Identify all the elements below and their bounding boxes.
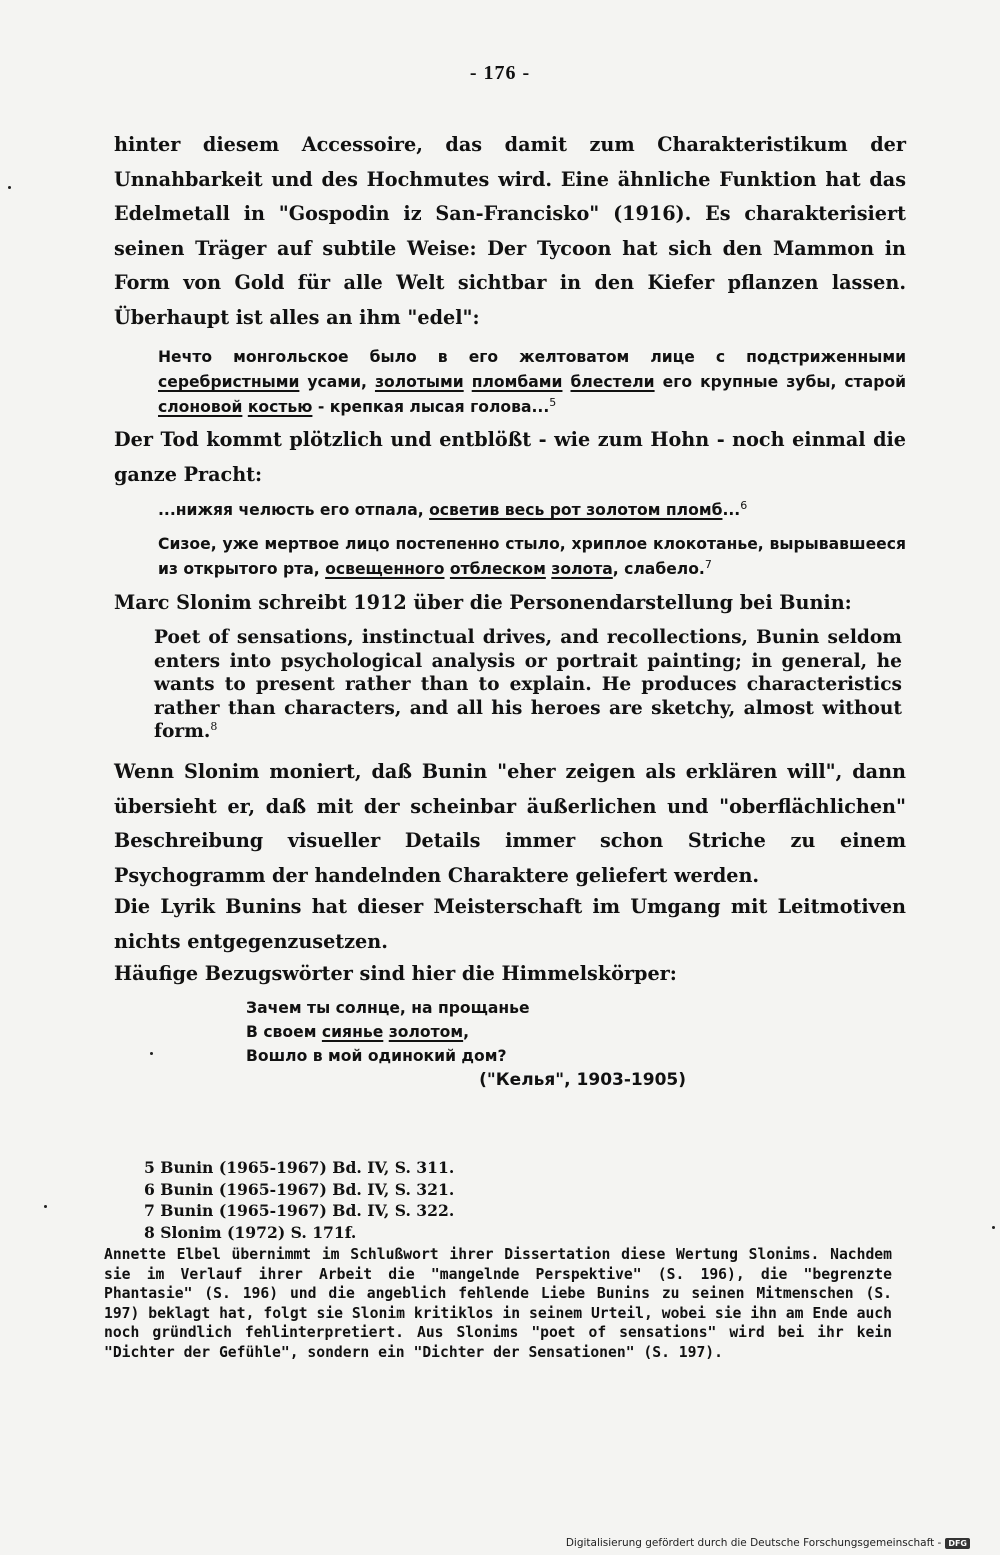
paragraph-4: Wenn Slonim moniert, daß Bunin "eher zeigen als erklären will", dann übersieht er, daß mit der scheinbar äußerlichen und "oberflächlichen" Beschreibung visueller Details immer schon Striche zu einem Psychogramm der handelnden Charaktere geliefert werden.	[114, 760, 906, 887]
footnote-ref-5: 5	[549, 395, 557, 409]
scan-speck	[150, 1052, 153, 1055]
paragraph-1-text: hinter diesem Accessoire, das damit zum Charakteristikum der Unnahbarkeit und des Hochmutes wird. Eine ähnliche Funktion hat das Edelmetall in "Gospodin iz San-Francisko" (1916). Es charakterisiert seinen Träger auf subtile Weise: Der Tycoon hat sich den Mammon in Form von Gold für alle Welt sichtbar in den Kiefer pflanzen lassen. Überhaupt ist alles an ihm "edel":	[114, 133, 906, 329]
quote-russian-3: Сизое, уже мертвое лицо постепенно стыло, хриплое клокотанье, вырывавшееся из открытого рта, освещенного отблеском золота, слабело.$^7$	[158, 535, 906, 578]
poem-line-2: В своем сиянье золотом,	[246, 1023, 470, 1041]
digitization-footer	[566, 1537, 970, 1549]
footnote-8: 8 Slonim (1972) S. 171f.	[144, 1222, 357, 1242]
poem-line-1: Зачем ты солнце, на прощанье	[246, 999, 530, 1017]
poem-source: ("Келья", 1903-1905)	[479, 1070, 686, 1090]
footnote-ref-7: 7	[704, 557, 712, 571]
footnote-ref-8: 8	[210, 719, 218, 733]
quote-russian-1: Нечто монгольское было в его желтоватом лице с подстриженными серебристными усами, золотыми пломбами блестели его крупные зубы, старой слоновой костью - крепкая лысая голова...$^5$	[158, 348, 906, 416]
footnote-5: 5 Bunin (1965-1967) Bd. IV, S. 311.	[144, 1158, 455, 1177]
paragraph-6: Häufige Bezugswörter sind hier die Himmelskörper:	[114, 962, 677, 985]
poem-quote	[246, 996, 686, 1092]
paragraph-5: Die Lyrik Bunins hat dieser Meisterschaft im Umgang mit Leitmotiven nichts entgegenzusetzen.	[114, 895, 906, 953]
paragraph-2: Der Tod kommt plötzlich und entblößt - wie zum Hohn - noch einmal die ganze Pracht:	[114, 428, 906, 486]
scan-speck	[992, 1226, 995, 1229]
dfg-logo-icon: DFG	[945, 1538, 970, 1549]
footnote-7: 7 Bunin (1965-1967) Bd. IV, S. 322.	[144, 1201, 455, 1220]
paragraph-3: Marc Slonim schreibt 1912 über die Personendarstellung bei Bunin:	[114, 591, 852, 614]
quote-russian-2: ...нижяя челюсть его отпала, осветив весь рот золотом пломб...$^6$	[158, 498, 748, 519]
poem-line-3: Вошло в мой одинокий дом?	[246, 1047, 507, 1065]
page-number: - 176 -	[469, 62, 531, 84]
footnote-long: Annette Elbel übernimmt im Schlußwort ihrer Dissertation diese Wertung Slonims. Nachdem sie im Verlauf ihrer Arbeit die "mangelnde Perspektive" (S. 196), die "begrenzte Phantasie" (S. 196) und die angeblich fehlende Liebe Bunins zu seinen Mitmenschen (S. 197) beklagt hat, folgt sie Slonim kritiklos in seinem Urteil, wobei sie ihn am Ende auch noch gründlich fehlinterpretiert. Aus Slonims "poet of sensations" wird bei ihr kein "Dichter der Gefühle", sondern ein "Dichter der Sensationen" (S. 197).	[104, 1246, 892, 1361]
quote-english: Poet of sensations, instinctual drives, and recollections, Bunin seldom enters into psychological analysis or portrait painting; in general, he wants to present rather than to explain. He produces characteristics rather than characters, and all his heroes are sketchy, almost without form.$^8$	[154, 627, 902, 742]
scan-speck	[8, 186, 11, 189]
footnotes-list	[144, 1157, 644, 1243]
footnote-6: 6 Bunin (1965-1967) Bd. IV, S. 321.	[144, 1179, 455, 1199]
footer-text: Digitalisierung gefördert durch die Deutsche Forschungsgemeinschaft -	[565, 1537, 942, 1549]
paragraph-1	[114, 128, 906, 335]
scan-speck	[44, 1205, 47, 1208]
footnote-ref-6: 6	[740, 498, 748, 512]
